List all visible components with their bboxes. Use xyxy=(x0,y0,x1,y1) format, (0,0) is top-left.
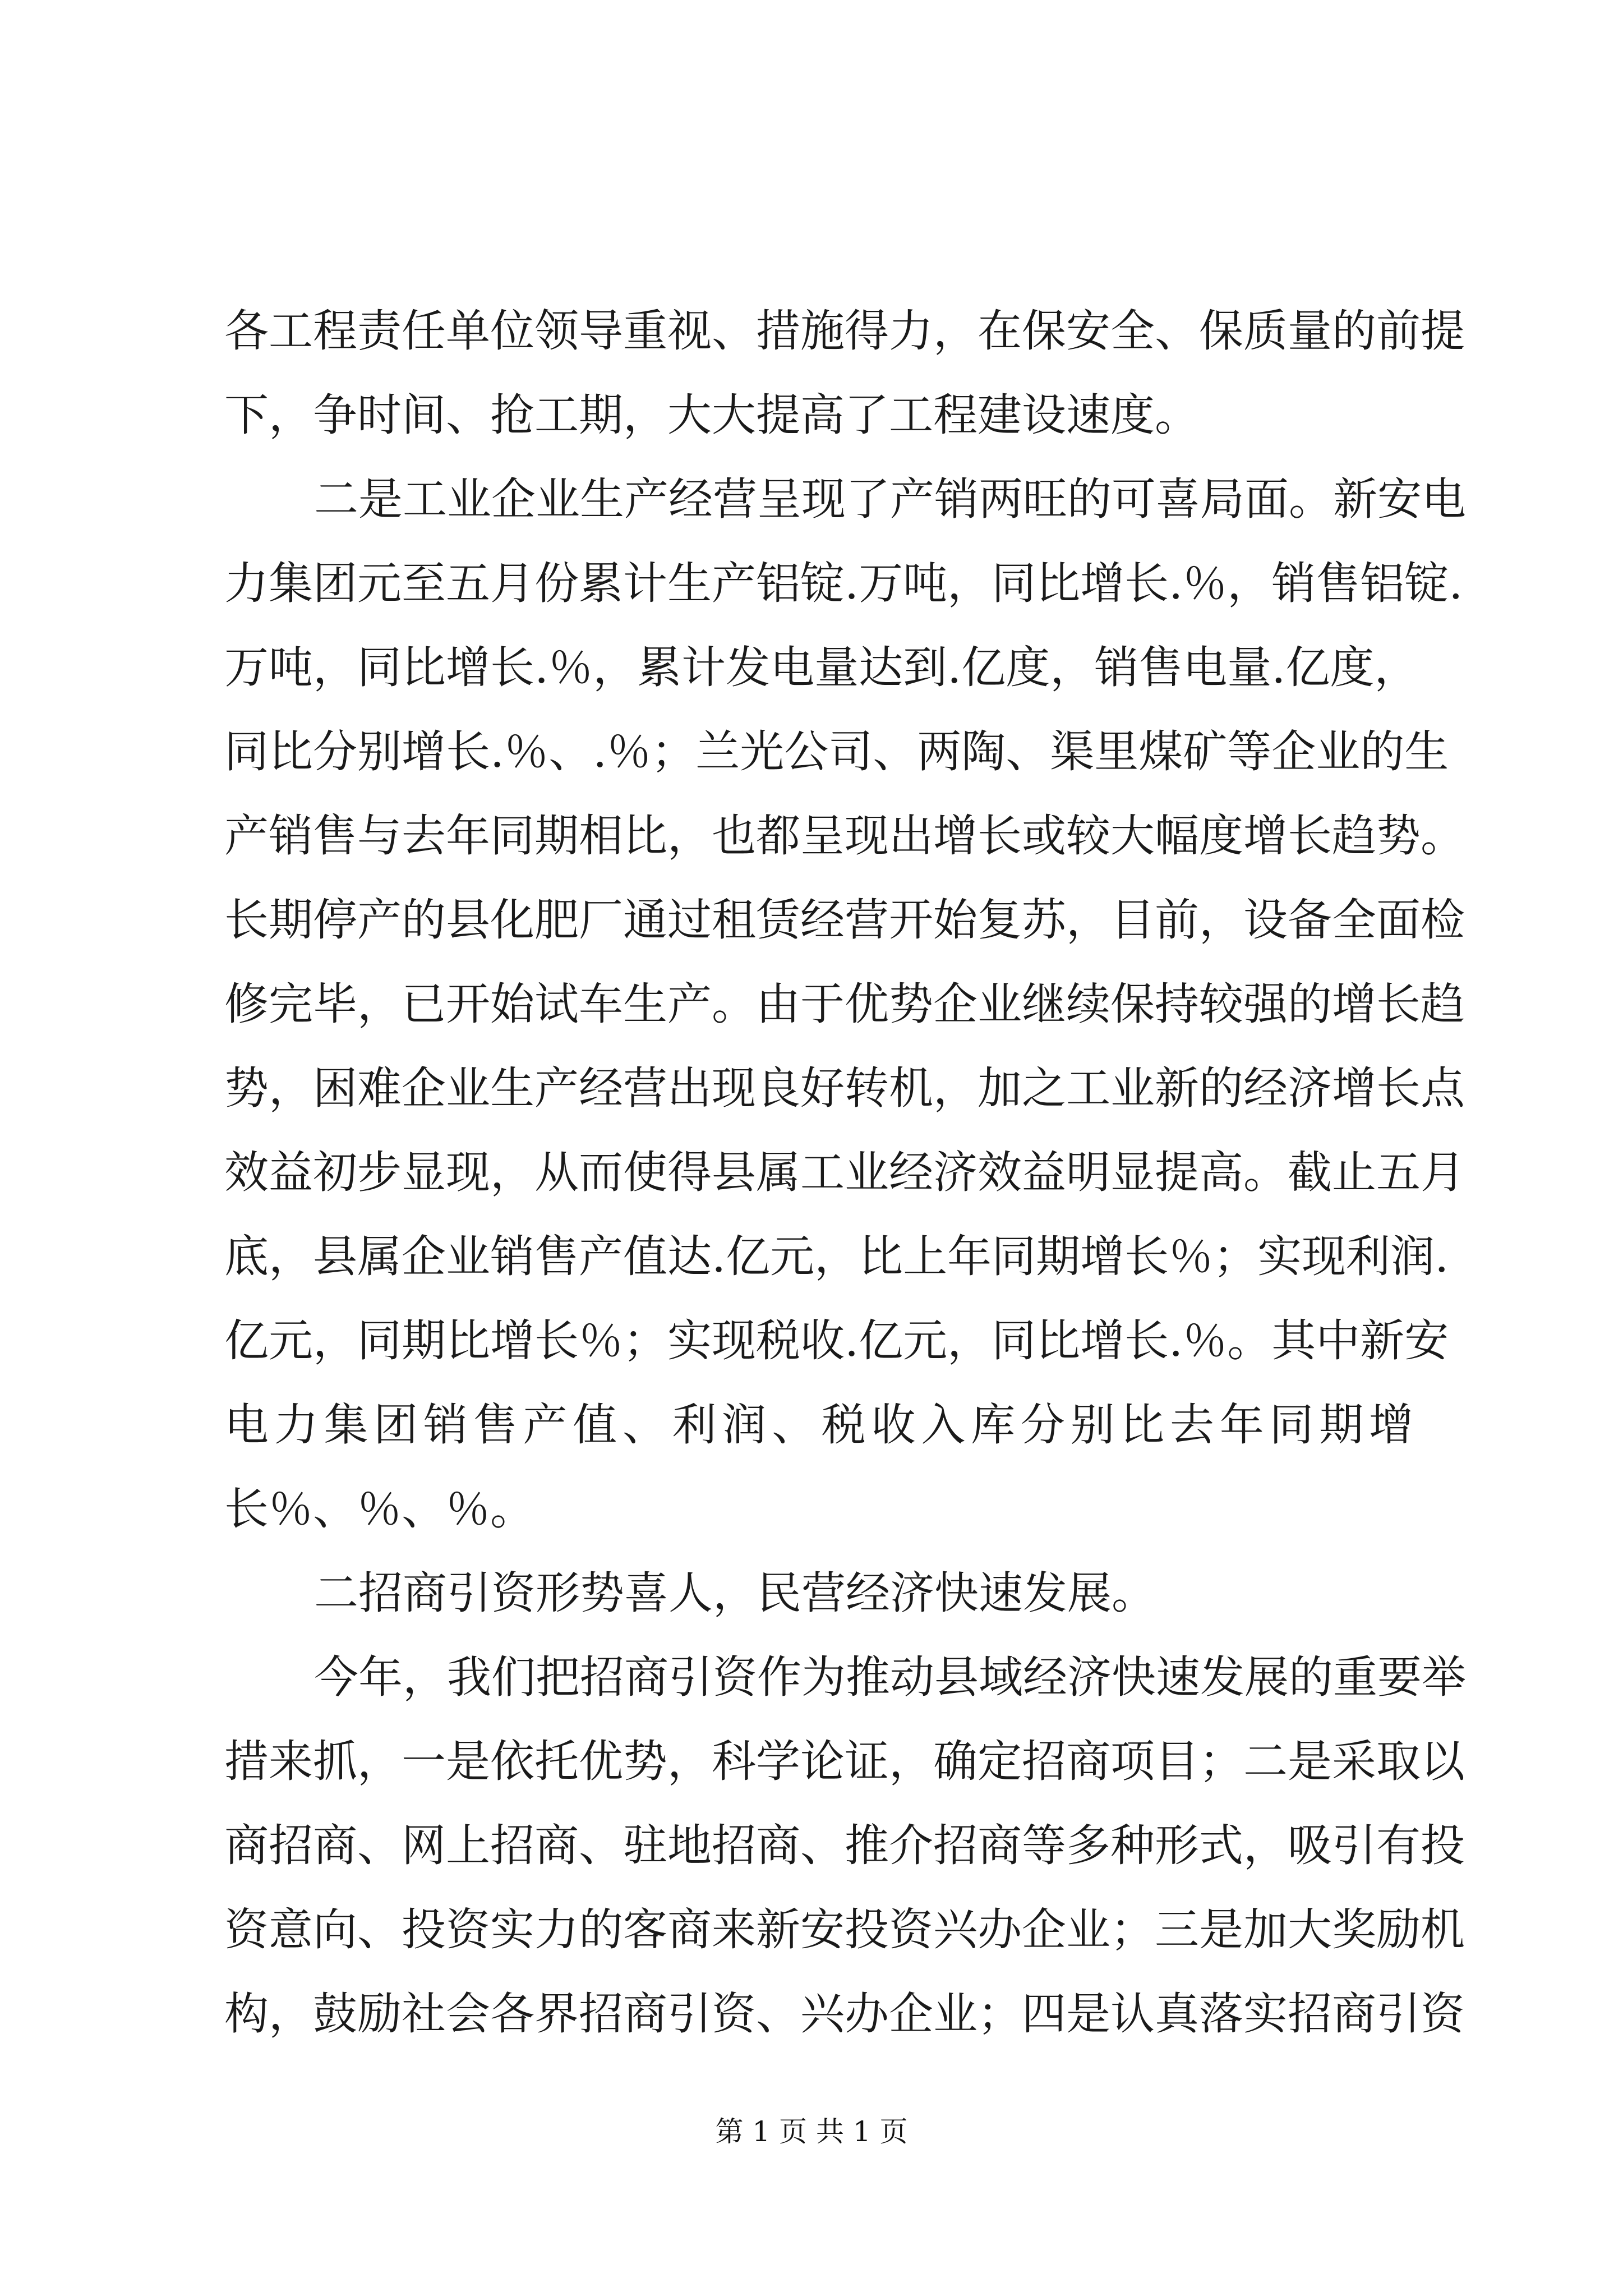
text-line: 资意向、投资实力的客商来新安投资兴办企业；三是加大奖励机 xyxy=(224,1904,1465,1955)
page-footer: 第 1 页 共 1 页 xyxy=(715,2115,908,2148)
text-line: 长期停产的县化肥厂通过租赁经营开始复苏，目前，设备全面检 xyxy=(224,894,1465,946)
text-line: 万吨，同比增长.％，累计发电量达到.亿度，销售电量.亿度， xyxy=(224,642,1419,693)
text-line: 势，困难企业生产经营出现良好转机，加之工业新的经济增长点 xyxy=(224,1062,1465,1114)
text-line: 商招商、网上招商、驻地招商、推介招商等多种形式，吸引有投 xyxy=(224,1820,1465,1871)
text-line: 构，鼓励社会各界招商引资、兴办企业；四是认真落实招商引资 xyxy=(224,1988,1465,2040)
text-line: 措来抓，一是依托优势，科学论证，确定招商项目；二是采取以 xyxy=(224,1736,1465,1787)
text-line: 产销售与去年同期相比，也都呈现出增长或较大幅度增长趋势。 xyxy=(224,810,1465,862)
text-line: 效益初步显现，从而使得县属工业经济效益明显提高。截止五月 xyxy=(224,1147,1465,1198)
text-line: 底，县属企业销售产值达.亿元，比上年同期增长％；实现利润. xyxy=(224,1231,1449,1282)
text-line: 亿元，同期比增长％；实现税收.亿元，同比增长.％。其中新安 xyxy=(224,1315,1449,1366)
paragraph-start-line: 二是工业企业生产经营呈现了产销两旺的可喜局面。新安电 xyxy=(314,473,1466,525)
text-line: 修完毕，已开始试车生产。由于优势企业继续保持较强的增长趋 xyxy=(224,978,1465,1030)
text-line: 力集团元至五月份累计生产铝锭.万吨，同比增长.％，销售铝锭. xyxy=(224,558,1463,609)
text-line: 电力集团销售产值、利润、税收入库分别比去年同期增 xyxy=(224,1399,1413,1451)
text-line: 各工程责任单位领导重视、措施得力，在保安全、保质量的前提 xyxy=(224,305,1465,357)
text-line: 下，争时间、抢工期，大大提高了工程建设速度。 xyxy=(224,389,1199,441)
text-line: 长％、％、％。 xyxy=(224,1483,534,1535)
section-heading: 二招商引资形势喜人，民营经济快速发展。 xyxy=(314,1567,1156,1619)
paragraph-start-line: 今年，我们把招商引资作为推动县域经济快速发展的重要举 xyxy=(314,1651,1466,1703)
text-line: 同比分别增长.％、.％；兰光公司、两陶、渠里煤矿等企业的生 xyxy=(224,726,1449,777)
